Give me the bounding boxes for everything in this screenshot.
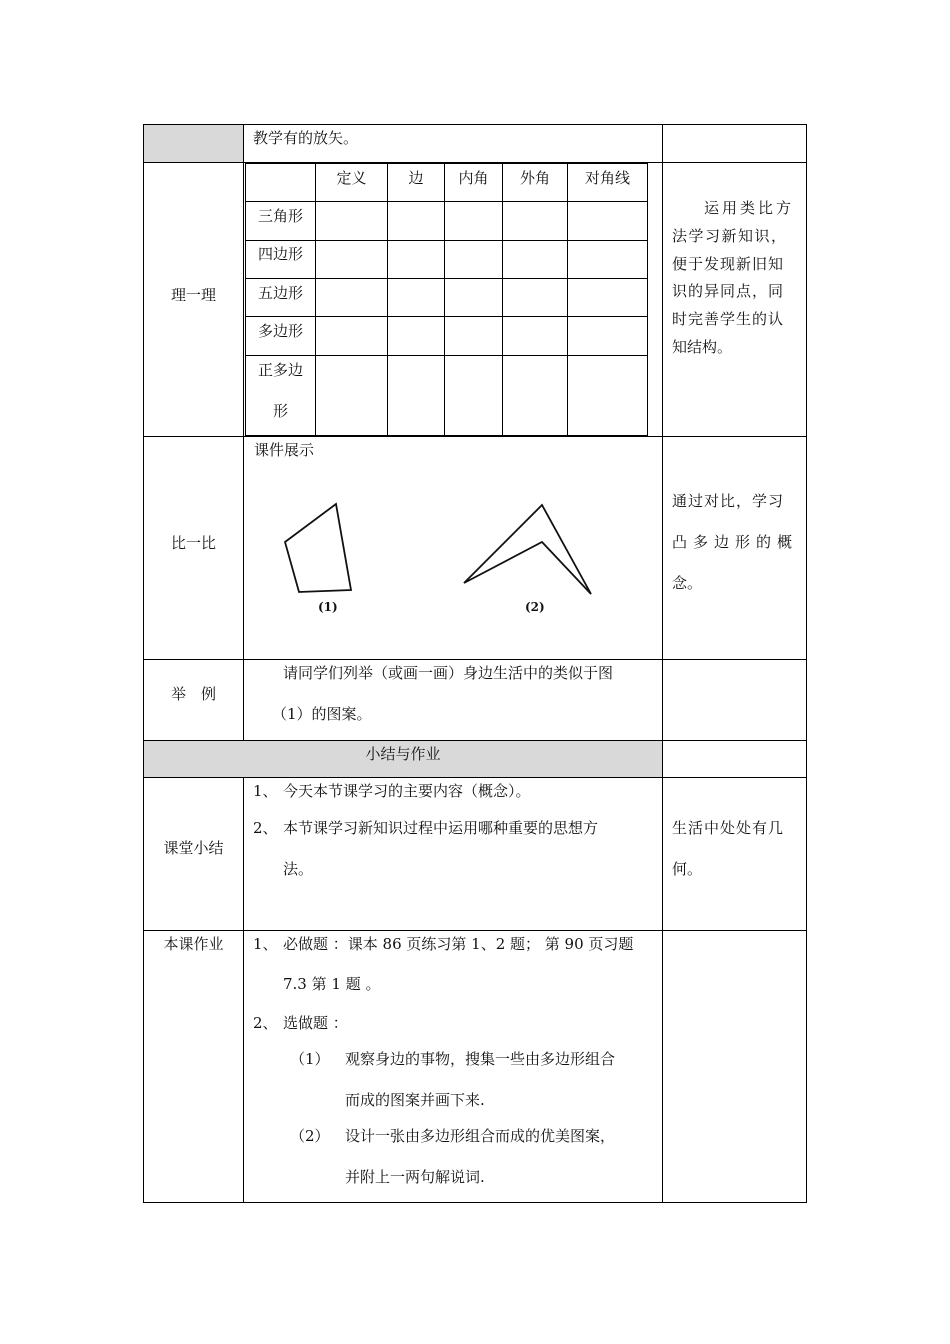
inner-col-divider: [567, 163, 568, 436]
top-row-text: 教学有的放矢。: [253, 129, 359, 147]
row-divider: [143, 777, 807, 778]
summary-item2-line2: 法。: [283, 860, 314, 878]
sort-note-line5: 时完善学生的认: [672, 310, 785, 328]
inner-table-border: [647, 163, 648, 436]
homework-item1-number: 1、: [253, 935, 278, 953]
sort-note-line6: 知结构。: [672, 338, 733, 356]
inner-col-divider: [502, 163, 503, 436]
homework-item1-line1: 必做题 ：课本 86 页练习第 1、2 题； 第 90 页习题: [283, 935, 634, 953]
example-text-line2: （1）的图案。: [272, 705, 372, 723]
header-interior-angle: 内角: [458, 169, 489, 187]
column-divider-1b: [243, 777, 244, 1203]
row-label-regular-polygon-line2: 形: [272, 402, 288, 420]
header-exterior-angle: 外角: [519, 169, 550, 187]
concave-polygon-figure: [464, 505, 591, 594]
inner-col-divider: [315, 163, 316, 436]
sort-note-line3: 便于发现新旧知: [672, 255, 785, 273]
label-cell-top: [144, 125, 243, 162]
homework-sub2-number: （2）: [290, 1127, 330, 1145]
summary-note-line2: 何。: [672, 860, 703, 878]
inner-table-border: [245, 163, 648, 164]
class-summary-label: 课堂小结: [163, 839, 224, 857]
inner-table-border: [245, 435, 648, 436]
compare-note-line2: 凸多边形的概: [672, 533, 799, 551]
row-divider: [143, 930, 807, 931]
homework-item2-number: 2、: [253, 1014, 278, 1032]
example-section-label: 举 例: [170, 685, 216, 703]
row-divider: [143, 436, 807, 437]
summary-item1-number: 1、: [253, 782, 278, 800]
summary-item2-line1: 本节课学习新知识过程中运用哪种重要的思想方: [283, 819, 599, 837]
courseware-caption: 课件展示: [254, 441, 315, 459]
inner-row-divider: [245, 240, 648, 241]
column-divider-2: [662, 124, 663, 1203]
summary-note-line1: 生活中处处有几: [672, 819, 785, 837]
figure-label-1: (1): [318, 600, 338, 614]
header-definition: 定义: [336, 169, 367, 187]
row-label-quadrilateral: 四边形: [257, 245, 303, 263]
summary-item2-number: 2、: [253, 819, 278, 837]
summary-homework-header: 小结与作业: [365, 745, 441, 763]
convex-quadrilateral-figure: [285, 504, 351, 592]
homework-sub1-number: （1）: [290, 1050, 330, 1068]
homework-sub2-line1: 设计一张由多边形组合而成的优美图案，: [345, 1127, 616, 1145]
sort-section-label: 理一理: [170, 286, 216, 304]
column-divider-1: [243, 124, 244, 740]
inner-col-divider: [444, 163, 445, 436]
homework-sub1-line1: 观察身边的事物，搜集一些由多边形组合: [345, 1050, 616, 1068]
row-label-regular-polygon-line1: 正多边: [257, 361, 303, 379]
inner-row-divider: [245, 316, 648, 317]
inner-row-divider: [245, 355, 648, 356]
figure-label-2: (2): [525, 600, 545, 614]
row-label-pentagon: 五边形: [257, 284, 303, 302]
sort-note-line2: 法学习新知识，: [672, 227, 788, 245]
inner-row-divider: [245, 278, 648, 279]
homework-item1-line2: 7.3 第 1 题 。: [283, 975, 381, 993]
table-right-border: [806, 124, 807, 1203]
compare-note-line1: 通过对比，学习: [672, 492, 785, 510]
homework-sub1-line2: 而成的图案并画下来.: [345, 1091, 485, 1109]
homework-item2-text: 选做题 ：: [283, 1014, 348, 1032]
header-side: 边: [408, 169, 424, 187]
compare-note-line3: 念。: [672, 574, 703, 592]
summary-item1-text: 今天本节课学习的主要内容（概念）。: [283, 782, 531, 800]
example-text-line1: 请同学们列举（或画一画）身边生活中的类似于图: [283, 664, 614, 682]
header-diagonal: 对角线: [584, 169, 630, 187]
inner-col-divider: [387, 163, 388, 436]
row-divider: [143, 659, 807, 660]
compare-section-label: 比一比: [170, 534, 216, 552]
row-label-triangle: 三角形: [257, 207, 303, 225]
row-divider: [143, 740, 807, 741]
polygon-figures: [255, 490, 600, 625]
homework-sub2-line2: 并附上一两句解说词.: [345, 1168, 485, 1186]
sort-note-line4: 识的异同点，同: [672, 282, 785, 300]
inner-row-divider: [245, 201, 648, 202]
homework-label: 本课作业: [163, 935, 224, 953]
sort-note-line1: 运用类比方: [704, 199, 795, 217]
row-label-polygon: 多边形: [257, 322, 303, 340]
